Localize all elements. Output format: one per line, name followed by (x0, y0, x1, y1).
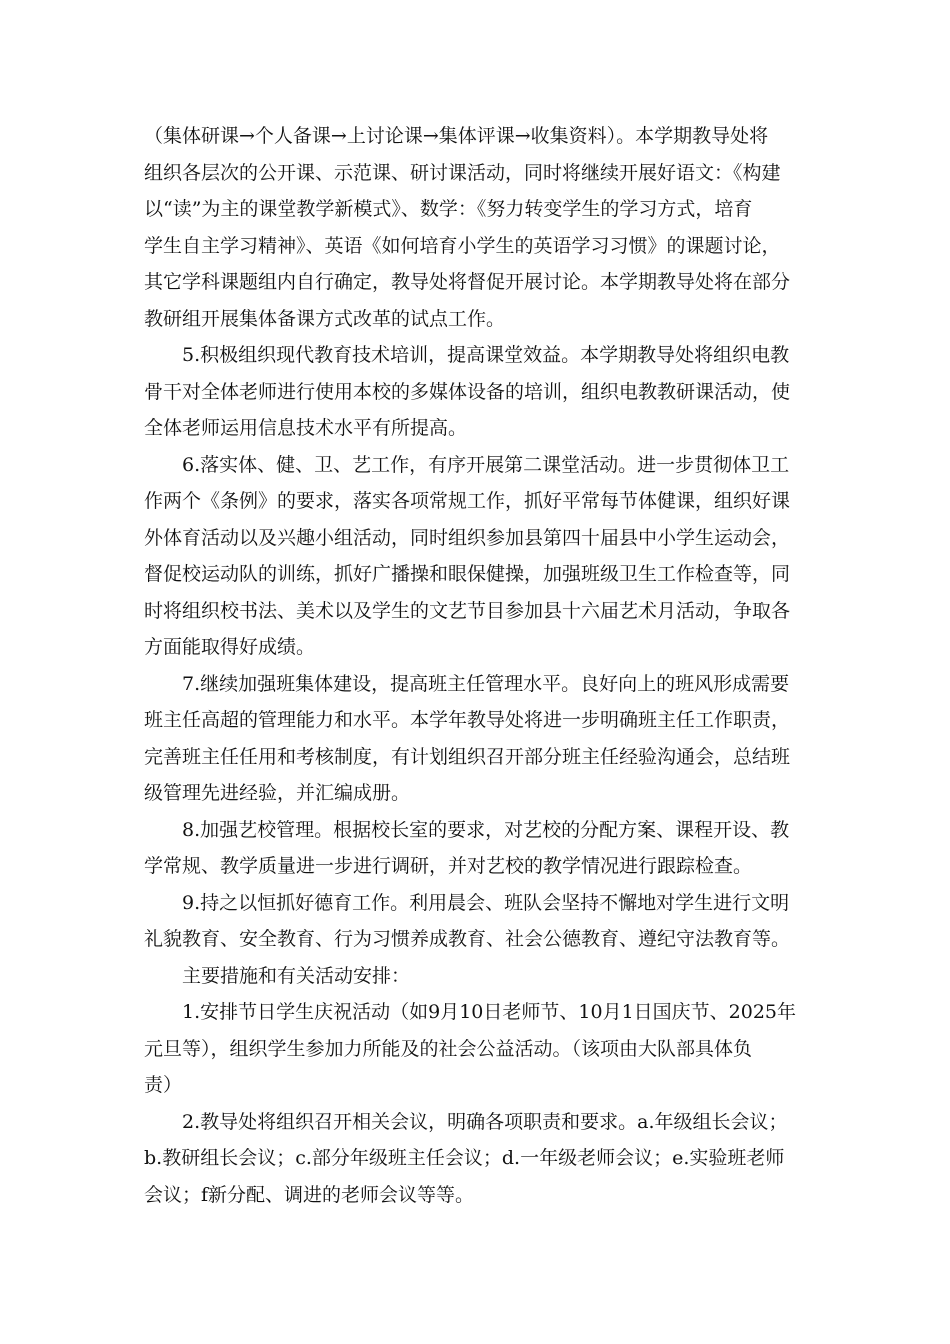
text-line: 督促校运动队的训练，抓好广播操和眼保健操，加强班级卫生工作检查等，同 (144, 563, 791, 585)
text-line: 礼貌教育、安全教育、行为习惯养成教育、社会公德教育、遵纪守法教育等。 (144, 928, 791, 950)
text-line: 8.加强艺校管理。根据校长室的要求，对艺校的分配方案、课程开设、教 (182, 818, 790, 841)
text-line: 学常规、教学质量进一步进行调研，并对艺校的教学情况进行跟踪检查。 (144, 855, 753, 877)
text-line: 7.继续加强班集体建设，提高班主任管理水平。良好向上的班风形成需要 (182, 672, 790, 695)
text-line: 5.积极组织现代教育技术培训，提高课堂效益。本学期教导处将组织电教 (182, 344, 790, 366)
text-line: 外体育活动以及兴趣小组活动，同时组织参加县第四十届县中小学生运动会， (144, 526, 791, 549)
text-line: 2.教导处将组织召开相关会议，明确各项职责和要求。a.年级组长会议； (182, 1110, 788, 1133)
text-line: 会议；f新分配、调进的老师会议等等。 (144, 1183, 475, 1206)
text-line: 责） (144, 1074, 183, 1096)
text-line: 学生自主学习精神》、英语《如何培育小学生的英语学习习惯》的课题讨论， (144, 234, 781, 257)
text-line: 作两个《条例》的要求，落实各项常规工作，抓好平常每节体健课，组织好课 (144, 490, 791, 512)
text-line: 班主任高超的管理能力和水平。本学年教导处将进一步明确班主任工作职责， (144, 709, 791, 731)
text-line: 完善班主任任用和考核制度，有计划组织召开部分班主任经验沟通会，总结班 (144, 745, 791, 768)
text-line: 6.落实体、健、卫、艺工作，有序开展第二课堂活动。进一步贯彻体卫工 (182, 453, 790, 476)
text-line: 教研组开展集体备课方式改革的试点工作。 (144, 307, 506, 330)
document-body (144, 118, 809, 1213)
text-line: 以“读”为主的课堂教学新模式》、数学：《努力转变学生的学习方式，培育 (144, 198, 753, 220)
text-line: 9.持之以恒抓好德育工作。利用晨会、班队会坚持不懈地对学生进行文明 (182, 891, 790, 914)
text-line: 元旦等），组织学生参加力所能及的社会公益活动。（该项由大队部具体负 (144, 1037, 753, 1060)
text-line: 全体老师运用信息技术水平有所提高。 (144, 417, 468, 439)
text-line: 时将组织校书法、美术以及学生的文艺节目参加县十六届艺术月活动，争取各 (144, 599, 791, 622)
text-line: 其它学科课题组内自行确定，教导处将督促开展讨论。本学期教导处将在部分 (144, 271, 791, 293)
text-line: （集体研课→个人备课→上讨论课→集体评课→收集资料）。本学期教导处将 (144, 125, 769, 147)
text-line: 方面能取得好成绩。 (144, 636, 316, 658)
text-line: 级管理先进经验，并汇编成册。 (144, 782, 411, 804)
text-line: b.教研组长会议；c.部分年级班主任会议；d.一年级老师会议；e.实验班老师 (144, 1147, 785, 1169)
text-line: 骨干对全体老师进行使用本校的多媒体设备的培训，组织电教教研课活动，使 (144, 380, 791, 403)
text-line: 组织各层次的公开课、示范课、研讨课活动，同时将继续开展好语文：《构建 (144, 161, 781, 184)
text-line: 主要措施和有关活动安排： (182, 964, 411, 987)
text-line: 1.安排节日学生庆祝活动（如9月10日老师节、10月1日国庆节、2025年 (182, 1001, 797, 1023)
